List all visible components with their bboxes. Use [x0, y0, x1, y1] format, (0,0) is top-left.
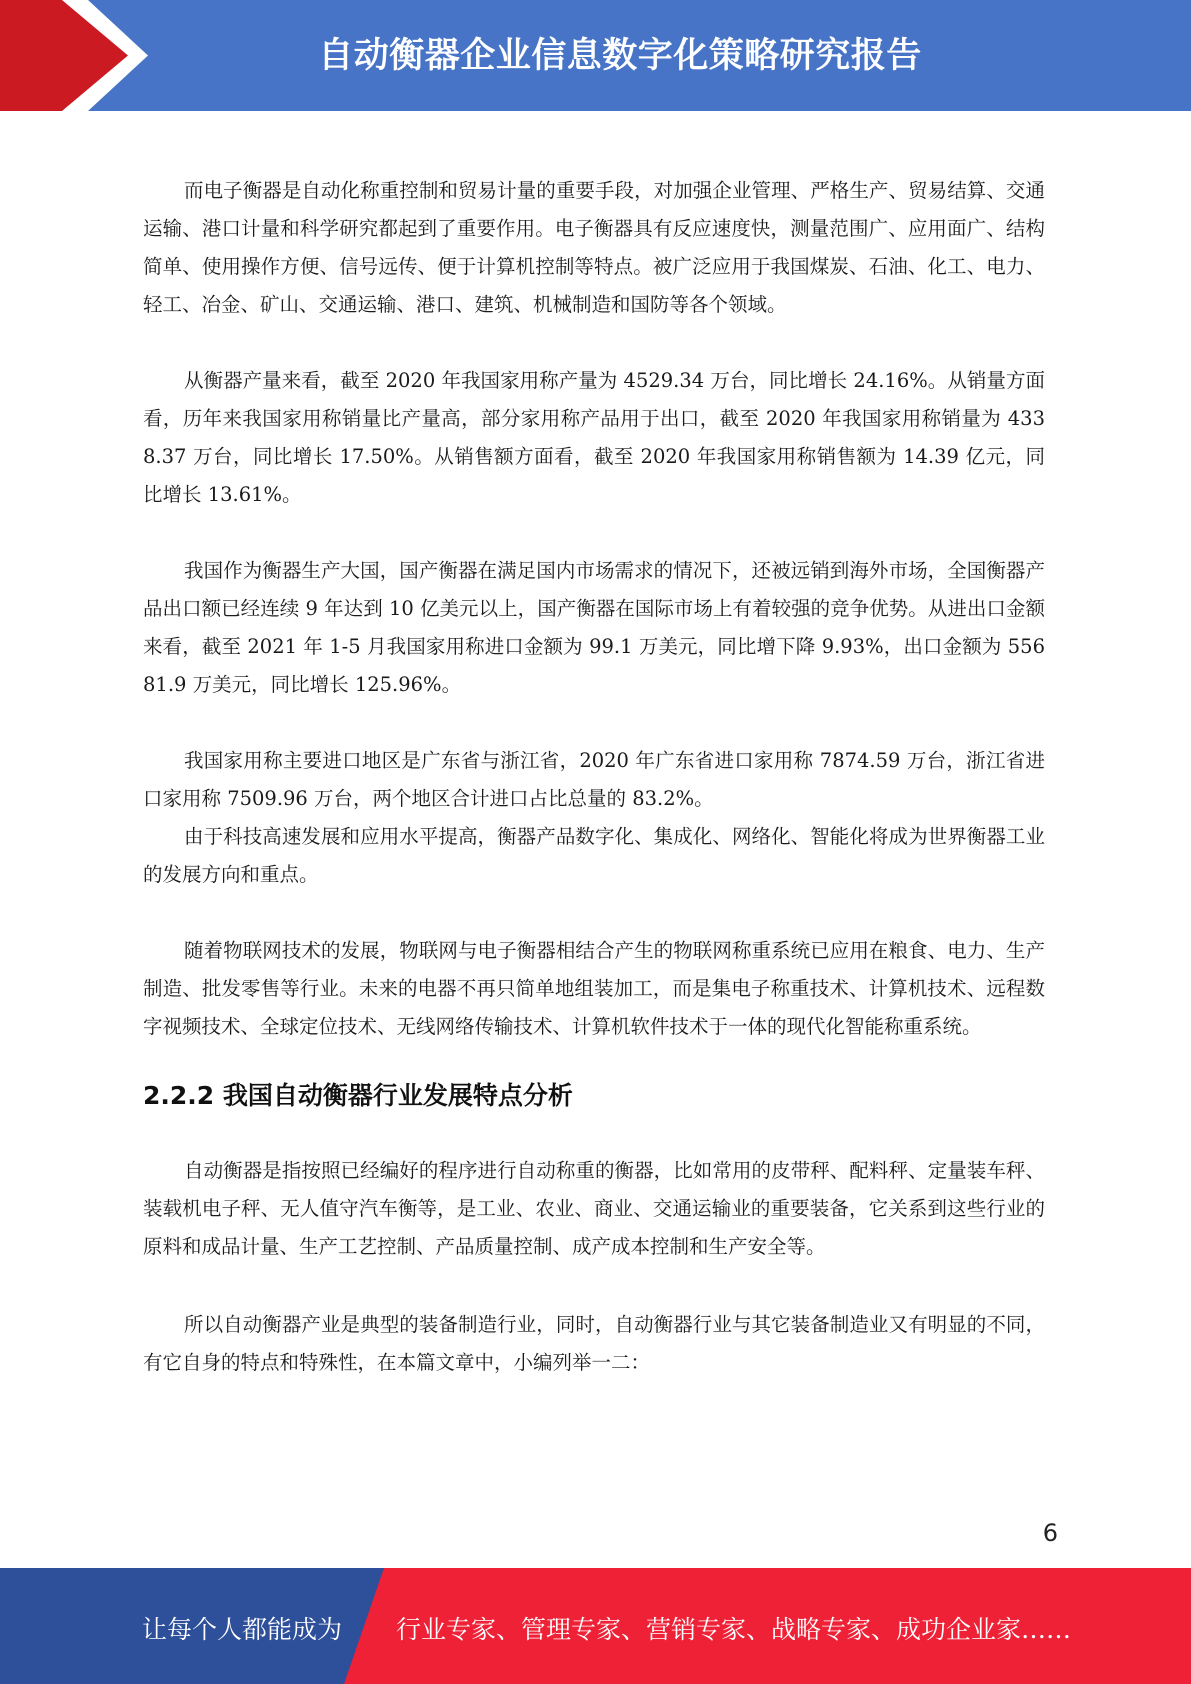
paragraph-automatic-scales-definition: 自动衡器是指按照已经编好的程序进行自动称重的衡器，比如常用的皮带秤、配料秤、定量装车秤、装载机电子秤、无人值守汽车衡等，是工业、农业、商业、交通运输业的重要装备，它关系到这些行业的原料和成品计量、生产工艺控制、产品质量控制、成产成本控制和生产安全等。	[143, 1159, 1045, 1258]
paragraph-electronic-scales: 而电子衡器是自动化称重控制和贸易计量的重要手段，对加强企业管理、严格生产、贸易结算、交通运输、港口计量和科学研究都起到了重要作用。电子衡器具有反应速度快，测量范围广、应用面广、结构简单、使用操作方便、信号远传、便于计算机控制等特点。被广泛应用于我国煤炭、石油、化工、电力、轻工、冶金、矿山、交通运输、港口、建筑、机械制造和国防等各个领域。	[143, 179, 1045, 316]
footer-slogan-left: 让每个人都能成为	[142, 1615, 343, 1644]
section-heading: 2.2.2 我国自动衡器行业发展特点分析	[143, 1081, 573, 1110]
section-spacer	[143, 1116, 1045, 1152]
paragraph-development-direction: 由于科技高速发展和应用水平提高，衡器产品数字化、集成化、网络化、智能化将成为世界衡器工业的发展方向和重点。	[143, 825, 1045, 886]
paragraph-spacer	[143, 704, 1045, 742]
footer-banner	[0, 1568, 1191, 1684]
page-number: 6	[1042, 1519, 1058, 1547]
section-spacer	[143, 1046, 1045, 1076]
paragraph-spacer	[143, 1266, 1045, 1306]
document-title: 自动衡器企业信息数字化策略研究报告	[318, 36, 922, 76]
paragraph-spacer	[143, 324, 1045, 362]
paragraph-industry-characteristics: 所以自动衡器产业是典型的装备制造行业，同时，自动衡器行业与其它装备制造业又有明显的不同，有它自身的特点和特殊性，在本篇文章中，小编列举一二：	[143, 1313, 1045, 1374]
paragraph-spacer	[143, 894, 1045, 932]
paragraph-import-regions: 我国家用称主要进口地区是广东省与浙江省，2020 年广东省进口家用称 7874.59 万台，浙江省进口家用称 7509.96 万台，两个地区合计进口占比总量的 83.2%。	[143, 749, 1045, 810]
paragraph-production-sales: 从衡器产量来看，截至 2020 年我国家用称产量为 4529.34 万台，同比增长 24.16%。从销量方面看，历年来我国家用称销量比产量高，部分家用称产品用于出口，截至 2020 年我国家用称销量为 4338.37 万台，同比增长 17.50%。从销售额方面看，截至 2020 年我国家用称销售额为 14.39 亿元，同比增长 13.61%。	[143, 369, 1045, 506]
paragraph-spacer	[143, 514, 1045, 552]
header-banner	[0, 0, 1191, 111]
document-body	[143, 172, 1045, 1382]
paragraph-import-export: 我国作为衡器生产大国，国产衡器在满足国内市场需求的情况下，还被远销到海外市场，全国衡器产品出口额已经连续 9 年达到 10 亿美元以上，国产衡器在国际市场上有着较强的竞争优势。从进出口金额来看，截至 2021 年 1-5 月我国家用称进口金额为 99.1 万美元，同比增下降 9.93%，出口金额为 55681.9 万美元，同比增长 125.96%。	[143, 559, 1045, 696]
footer-slogan-right: 行业专家、管理专家、营销专家、战略专家、成功企业家……	[396, 1615, 1072, 1644]
paragraph-iot-weighing: 随着物联网技术的发展，物联网与电子衡器相结合产生的物联网称重系统已应用在粮食、电力、生产制造、批发零售等行业。未来的电器不再只简单地组装加工，而是集电子称重技术、计算机技术、远程数字视频技术、全球定位技术、无线网络传输技术、计算机软件技术于一体的现代化智能称重系统。	[143, 939, 1045, 1038]
